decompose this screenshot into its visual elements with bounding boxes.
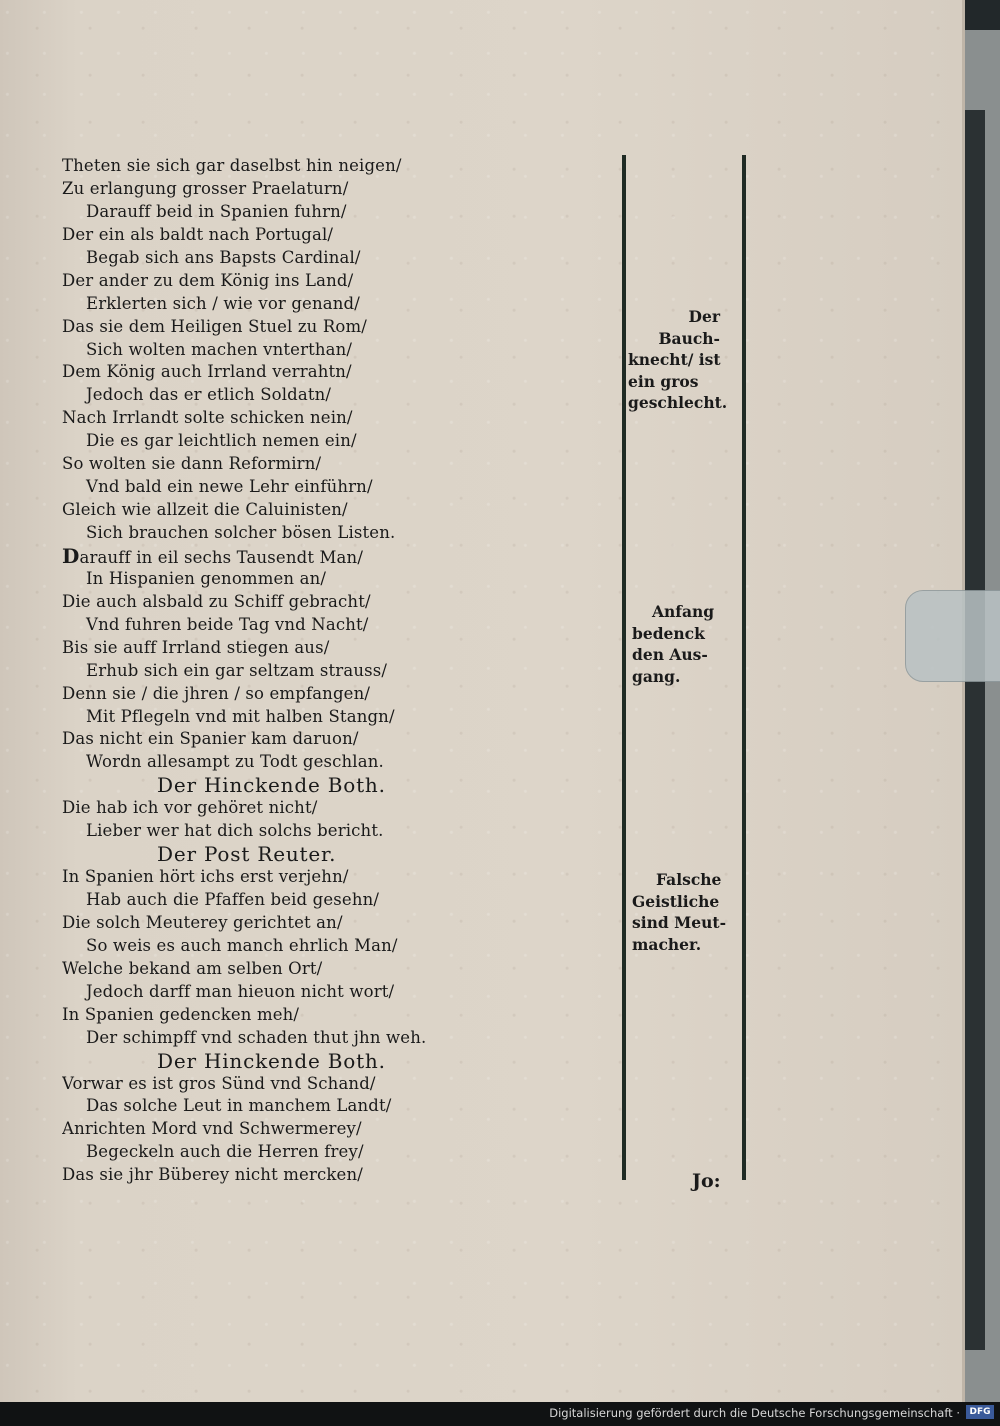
verse-line: Bis sie auff Irrland stiegen aus/ <box>62 637 330 657</box>
verse-line: Das sie dem Heiligen Stuel zu Rom/ <box>62 316 368 336</box>
verse-line: Die solch Meuterey gerichtet an/ <box>62 912 343 932</box>
verse-line: Das nicht ein Spanier kam daruon/ <box>62 729 359 749</box>
verse-line: Erklerten sich / wie vor genand/ <box>86 293 360 313</box>
verse-line: Jedoch darff man hieuon nicht wort/ <box>86 981 395 1001</box>
verse-line: In Spanien gedencken meh/ <box>62 1004 300 1024</box>
catchword: Jo: <box>692 1170 721 1192</box>
verse-line: Sich brauchen solcher bösen Listen. <box>86 523 396 542</box>
gloss-line: Anfang <box>652 602 715 621</box>
margin-rule-left <box>622 155 626 1180</box>
verse-line: Die auch alsbald zu Schiff gebracht/ <box>62 591 371 611</box>
verse-line: Sich wolten machen vnterthan/ <box>86 339 353 359</box>
verse-line: Begeckeln auch die Herren frey/ <box>86 1142 364 1162</box>
verse-line: Vnd fuhren beide Tag vnd Nacht/ <box>86 614 369 634</box>
verse-line: Wordn allesampt zu Todt geschlan. <box>86 752 384 772</box>
dfg-logo[interactable]: DFG <box>966 1405 994 1419</box>
verse-line: Der ander zu dem König ins Land/ <box>62 270 354 290</box>
verse-line: Theten sie sich gar daselbst hin neigen/ <box>62 156 402 175</box>
verse-line: In Hispanien genommen an/ <box>86 568 327 588</box>
gloss-line: Geistliche <box>632 891 720 911</box>
verse-line: Das solche Leut in manchem Landt/ <box>86 1096 392 1116</box>
gloss-line: gang. <box>632 666 681 686</box>
speaker-heading: Der Hinckende Both. <box>157 1049 386 1073</box>
verse-line: Nach Irrlandt solte schicken nein/ <box>62 408 353 428</box>
verse-line: Dem König auch Irrland verrahtn/ <box>62 362 352 382</box>
decorated-initial: D <box>62 544 80 568</box>
gloss-line: Der <box>688 307 720 326</box>
main-text-block <box>62 155 482 1187</box>
verse-line: Zu erlangung grosser Praelaturn/ <box>62 178 349 198</box>
verse-line: So wolten sie dann Reformirn/ <box>62 454 322 474</box>
verse-line: Hab auch die Pfaffen beid gesehn/ <box>86 890 380 909</box>
verse-line: Lieber wer hat dich solchs bericht. <box>86 821 384 841</box>
gloss-line: ein gros <box>628 371 699 391</box>
verse-line: Erhub sich ein gar seltzam strauss/ <box>86 660 388 680</box>
verse-line: Gleich wie allzeit die Caluinisten/ <box>62 500 348 520</box>
verse-line: Der ein als baldt nach Portugal/ <box>62 224 334 244</box>
footer-credit: Digitalisierung gefördert durch die Deutsche Forschungsgemeinschaft · <box>549 1406 960 1420</box>
gloss-line: macher. <box>632 934 702 954</box>
verse-line: Vorwar es ist gros Sünd vnd Schand/ <box>62 1073 376 1093</box>
verse-line: Das sie jhr Büberey nicht mercken/ <box>62 1165 363 1185</box>
margin-gloss-3 <box>632 869 726 955</box>
verse-line: Vnd bald ein newe Lehr einführn/ <box>86 477 373 497</box>
verse-line: Welche bekand am selben Ort/ <box>62 958 323 978</box>
gloss-line: den Aus- <box>632 645 708 664</box>
gloss-line: Falsche <box>656 870 722 889</box>
gloss-line: knecht/ ist <box>628 350 721 369</box>
gloss-line: Bauch- <box>658 328 720 348</box>
verse-line: Denn sie / die jhren / so empfangen/ <box>62 683 371 703</box>
verse-line: Darauff beid in Spanien fuhrn/ <box>86 201 347 221</box>
verse-line: Begab sich ans Bapsts Cardinal/ <box>86 247 361 267</box>
verse-line: Anrichten Mord vnd Schwermerey/ <box>62 1119 362 1139</box>
verse-line: So weis es auch manch ehrlich Man/ <box>86 935 398 955</box>
verse-line: Mit Pflegeln vnd mit halben Stangn/ <box>86 706 395 726</box>
verse-line: Jedoch das er etlich Soldatn/ <box>86 385 332 405</box>
verse-line: Der schimpff vnd schaden thut jhn weh. <box>86 1027 427 1047</box>
verse-line-rest: arauff in eil sechs Tausendt Man/ <box>79 547 364 567</box>
margin-gloss-2 <box>632 601 714 687</box>
speaker-heading: Der Hinckende Both. <box>157 774 386 798</box>
gloss-line: sind Meut- <box>632 913 726 932</box>
verse-line: Die es gar leichtlich nemen ein/ <box>86 431 357 451</box>
verse-line: In Spanien hört ichs erst verjehn/ <box>62 867 349 887</box>
verse-line <box>62 545 482 568</box>
margin-gloss-1 <box>628 306 728 414</box>
gloss-line: geschlecht. <box>628 393 728 412</box>
margin-rule-right <box>742 155 746 1180</box>
speaker-heading: Der Post Reuter. <box>157 843 337 867</box>
page-clip <box>905 590 1000 682</box>
verse-line: Die hab ich vor gehöret nicht/ <box>62 798 318 818</box>
gloss-line: bedenck <box>632 623 705 643</box>
